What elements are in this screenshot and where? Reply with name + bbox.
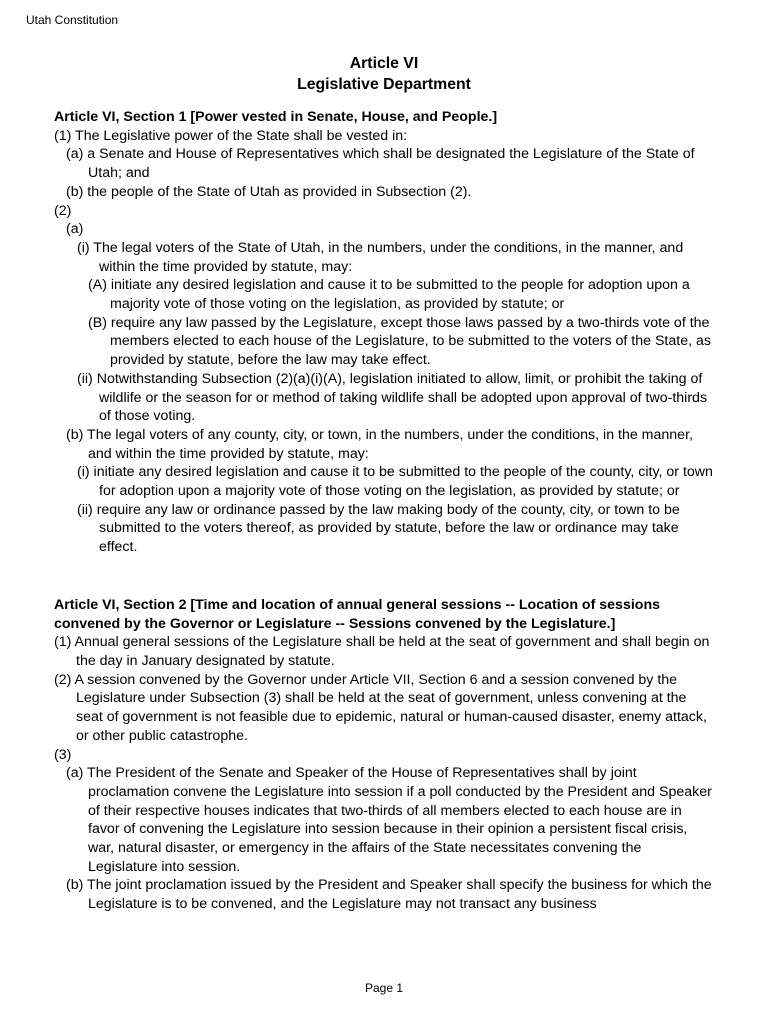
- running-header: Utah Constitution: [26, 13, 119, 27]
- s1-subsection-2b-i: (i) initiate any desired legislation and cause it to be submitted to the people of the county, city, or town for adoption upon a majority vote of those voting on the legislation, as provided by statute; or: [77, 464, 713, 500]
- article-number: Article VI: [349, 55, 419, 72]
- section-1-heading: Article VI, Section 1 [Power vested in Senate, House, and People.]: [54, 109, 498, 125]
- s2-subsection-3: (3): [54, 746, 72, 763]
- document-body: [54, 53, 714, 914]
- s1-subsection-2: (2): [54, 202, 72, 219]
- page-number: Page 1: [364, 981, 404, 995]
- s1-subsection-2a-ii: (ii) Notwithstanding Subsection (2)(a)(i)(A), legislation initiated to allow, limit, or prohibit the taking of wildlife or the season for or method of taking wildlife shall be adopted upon approval of two-thirds of those voting.: [77, 370, 708, 425]
- s2-subsection-2: (2) A session convened by the Governor under Article VII, Section 6 and a session convened by the Legislature under Subsection (3) shall be held at the seat of government, unless convening at the seat of government is not feasible due to epidemic, natural or human-caused disaster, enemy attack, or other public catastrophe.: [54, 671, 707, 744]
- s1-subsection-2a-i: (i) The legal voters of the State of Utah, in the numbers, under the conditions, in the manner, and within the time provided by statute, may:: [77, 239, 684, 275]
- s2-subsection-3a: (a) The President of the Senate and Speaker of the House of Representatives shall by joint proclamation convene the Legislature into session if a poll conducted by the President and Speaker of their respective houses indicates that two-thirds of all members elected to each house are in favor of convening the Legislature into session because in their opinion a persistent fiscal crisis, war, natural disaster, or emergency in the affairs of the State necessitates convening the Legislature into session.: [66, 765, 712, 875]
- article-name: Legislative Department: [297, 76, 471, 93]
- s1-subsection-1b: (b) the people of the State of Utah as provided in Subsection (2).: [66, 183, 472, 200]
- s1-subsection-2b-ii: (ii) require any law or ordinance passed by the law making body of the county, city, or town to be submitted to the voters thereof, as provided by statute, before the law or ordinance may take effect.: [77, 501, 680, 556]
- s2-subsection-1: (1) Annual general sessions of the Legislature shall be held at the seat of government and shall begin on the day in January designated by statute.: [54, 634, 710, 669]
- s2-subsection-3b: (b) The joint proclamation issued by the President and Speaker shall specify the business for which the Legislature is to be convened, and the Legislature may not transact any business: [66, 877, 712, 913]
- s1-subsection-2a-i-B: (B) require any law passed by the Legislature, except those laws passed by a two-thirds vote of the members elected to each house of the Legislature, to be submitted to the voters of the State, as provided by statute, before the law may take effect.: [88, 314, 711, 369]
- section-2-heading: Article VI, Section 2 [Time and location of annual general sessions -- Location of sessions convened by the Governor or Legislature -- Sessions convened by the Legislature.]: [54, 596, 660, 632]
- s1-subsection-2a-i-A: (A) initiate any desired legislation and cause it to be submitted to the people for adoption upon a majority vote of those voting on the legislation, as provided by statute; or: [88, 277, 690, 313]
- s1-subsection-2b: (b) The legal voters of any county, city, or town, in the numbers, under the conditions, in the manner, and within the time provided by statute, may:: [66, 426, 693, 462]
- s1-subsection-1: (1) The Legislative power of the State shall be vested in:: [54, 127, 408, 144]
- s1-subsection-2a: (a): [66, 221, 84, 238]
- s1-subsection-1a: (a) a Senate and House of Representatives which shall be designated the Legislature of the State of Utah; and: [66, 146, 695, 182]
